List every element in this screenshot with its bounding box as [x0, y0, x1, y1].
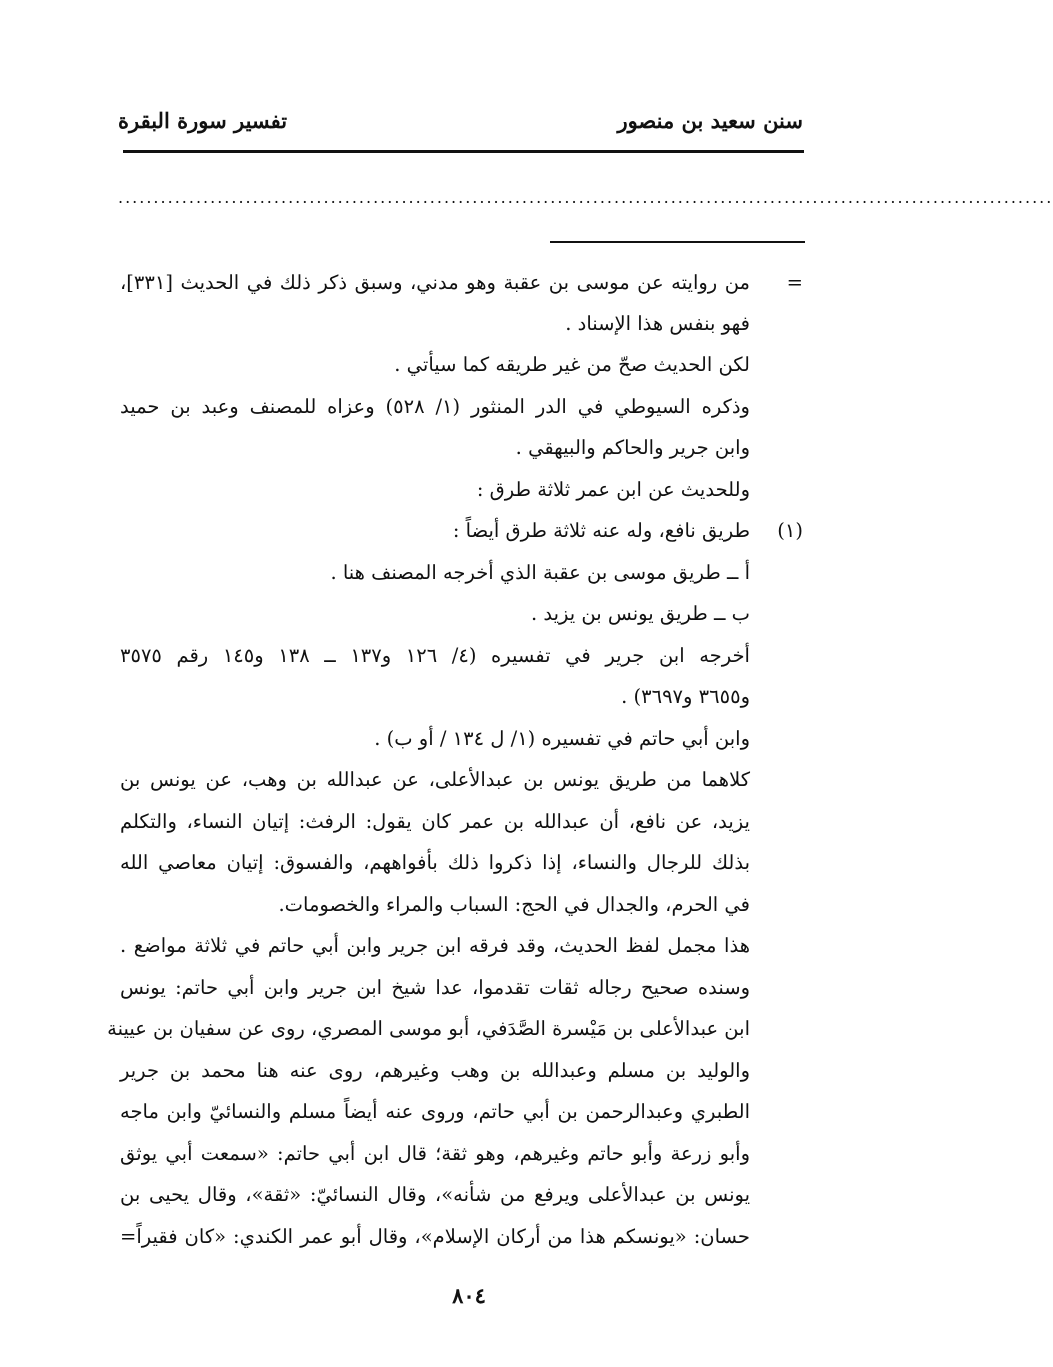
section-title: تفسير سورة البقرة — [118, 108, 288, 133]
footnote-rule — [550, 241, 805, 243]
text-line: هذا مجمل لفظ الحديث، وقد فرقه ابن جرير وابن أبي حاتم في ثلاثة مواضع . — [120, 934, 750, 957]
text-line: يزيد، عن نافع، أن عبدالله بن عمر كان يقول: الرفث: إتيان النساء، والتكلم — [120, 810, 750, 833]
book-title: سنن سعيد بن منصور — [617, 108, 803, 133]
text-line: وابن أبي حاتم في تفسيره (١/ ل ١٣٤ / أو ب) . — [374, 727, 750, 750]
text-line: بذلك للرجال والنساء، إذا ذكروا ذلك بأفواههم، والفسوق: إتيان معاصي الله — [120, 851, 750, 874]
text-line: وأبو زرعة وأبو حاتم وغيرهم، وهو ثقة؛ قال ابن أبي حاتم: «سمعت أبي يوثق — [120, 1142, 750, 1165]
header-rule — [123, 150, 804, 153]
text-line: ب ــ طريق يونس بن يزيد . — [530, 602, 750, 625]
continuation-marker: = — [786, 271, 803, 294]
text-line: يونس بن عبدالأعلى ويرفع من شأنه»، وقال النسائيّ: «ثقة»، وقال يحيى بن — [120, 1183, 750, 1206]
text-line: من روايته عن موسى بن عقبة وهو مدني، وسبق ذكر ذلك في الحديث [٣٣١]، — [120, 271, 750, 294]
text-line: ابن عبدالأعلى بن مَيْسرة الصَّدَفي، أبو موسى المصري، روى عن سفيان بن عيينة — [107, 1017, 750, 1040]
text-line: أ ــ طريق موسى بن عقبة الذي أخرجه المصنف هنا . — [330, 561, 750, 584]
text-line: لكن الحديث صحّ من غير طريقه كما سيأتي . — [394, 353, 750, 376]
text-line: وسنده صحيح رجاله ثقات تقدموا، عدا شيخ ابن جرير وابن أبي حاتم: يونس — [120, 976, 750, 999]
text-line: وذكره السيوطي في الدر المنثور (١/ ٥٢٨) وعزاه للمصنف وعبد بن حميد — [120, 395, 750, 418]
text-line: حسان: «يونسكم هذا من أركان الإسلام»، وقال أبو عمر الكندي: «كان فقيراً= — [120, 1225, 750, 1248]
text-line: وللحديث عن ابن عمر ثلاثة طرق : — [476, 478, 750, 501]
footnote-marker: (١) — [777, 519, 803, 542]
text-line: الطبري وعبدالرحمن بن أبي حاتم، وروى عنه أيضاً مسلم والنسائيّ وابن ماجه — [120, 1100, 750, 1123]
text-line: في الحرم، والجدال في الحج: السباب والمراء والخصومات. — [278, 893, 750, 916]
omission-dots: .................................................................................................................................... — [118, 188, 1053, 207]
text-line: وابن جرير والحاكم والبيهقي . — [515, 436, 750, 459]
text-line: طريق نافع، وله عنه ثلاثة طرق أيضاً : — [452, 519, 750, 542]
text-line: كلاهما من طريق يونس بن عبدالأعلى، عن عبدالله بن وهب، عن يونس بن — [120, 768, 750, 791]
text-line: والوليد بن مسلم وعبدالله بن وهب وغيرهم، روى عنه هنا محمد بن جرير — [120, 1059, 750, 1082]
page-number: ٨٠٤ — [452, 1283, 486, 1308]
text-line: أخرجه ابن جرير في تفسيره (٤/ ١٢٦ و١٣٧ ــ ١٣٨ و١٤٥ رقم ٣٥٧٥ — [120, 644, 750, 667]
text-line: فهو بنفس هذا الإسناد . — [565, 312, 750, 335]
text-line: و٣٦٥٥ و٣٦٩٧) . — [621, 685, 750, 708]
